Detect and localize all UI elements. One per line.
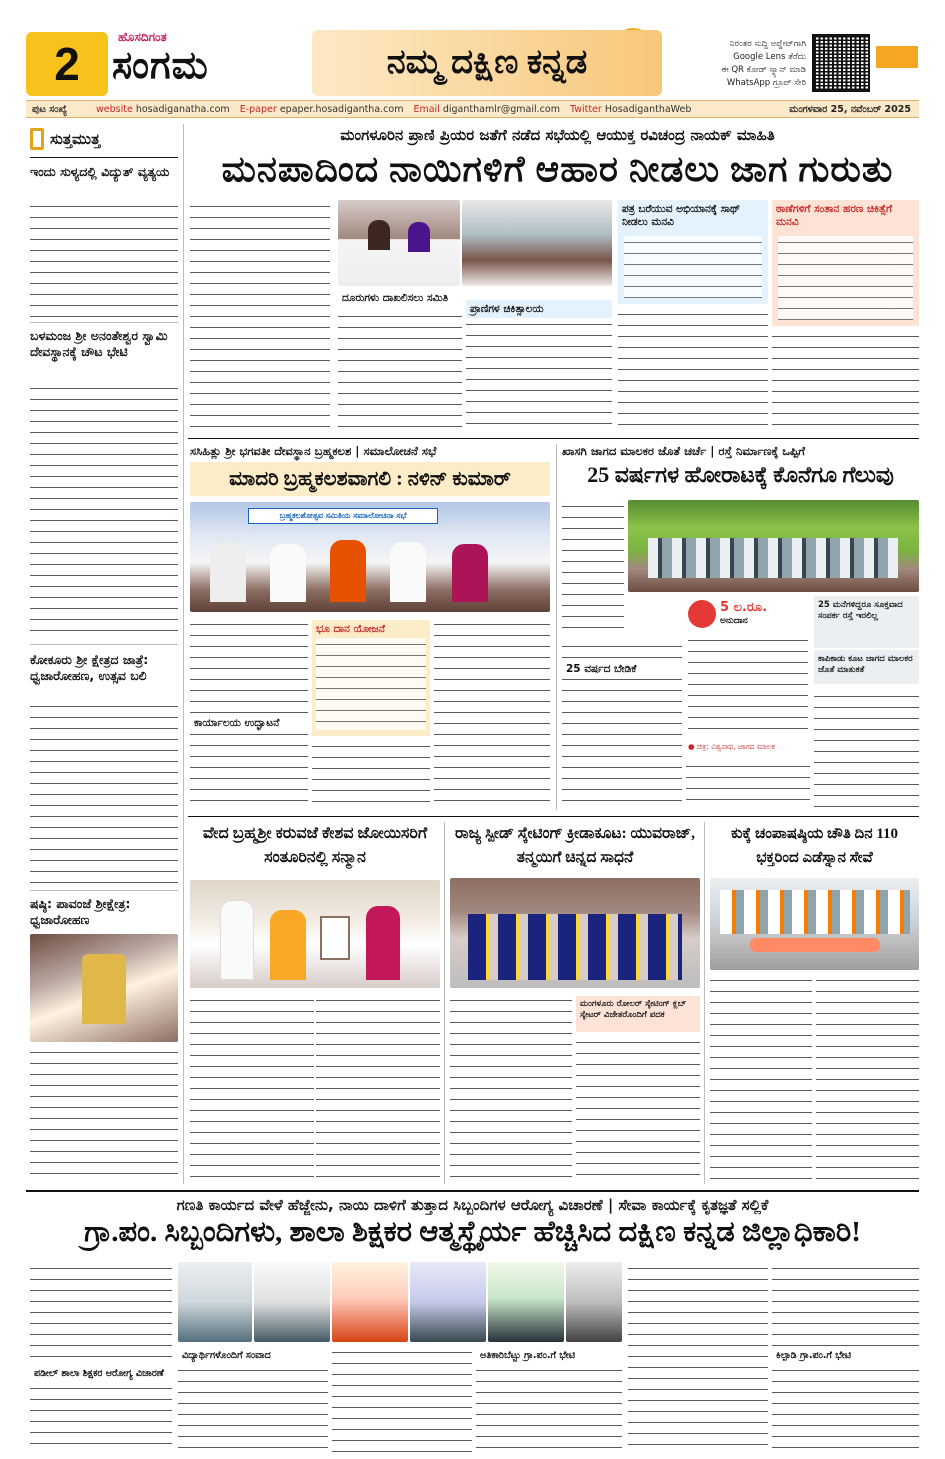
story-body (178, 1364, 328, 1452)
story-body (434, 618, 550, 810)
devotees-photo (710, 878, 919, 970)
collector-photo (254, 1262, 330, 1342)
epaper-label: E-paper (239, 103, 277, 115)
villagers-photo (628, 500, 919, 592)
divider (188, 816, 919, 817)
info-box-head: ಭೂ ದಾನ ಯೋಜನೆ (316, 623, 385, 635)
bottom-story-headline[interactable]: ಗ್ರಾ.ಪಂ. ಸಿಬ್ಬಂದಿಗಳು, ಶಾಲಾ ಶಿಕ್ಷಕರ ಆತ್ಮಸ್ಥೈರ್ಯ ಹೆಚ್ಚಿಸಿದ ದಕ್ಷಿಣ ಕನ್ನಡ ಜಿಲ್ಲಾಧಿಕಾರಿ! (84, 1216, 861, 1248)
meeting-photo (190, 502, 550, 612)
story-body (628, 1262, 768, 1452)
story-body (772, 1364, 919, 1452)
banner-text: ಬ್ರಹ್ಮಕಲಶೋತ್ಸವ ಸಮಿತಿಯ ಸಮಾಲೋಚನಾ ಸಭೆ (248, 508, 438, 524)
story-body (772, 330, 919, 430)
top-story-kicker: ಮಂಗಳೂರಿನ ಪ್ರಾಣಿ ಪ್ರಿಯರ ಜತೆಗೆ ನಡೆದ ಸಭೆಯಲ್ಲಿ ಆಯುಕ್ತ ರವಿಚಂದ್ರ ನಾಯಕ್ ಮಾಹಿತಿ (340, 126, 775, 144)
grant-amount: 5 ಲ.ರೂ. (720, 600, 768, 615)
epaper-value: epaper.hosadigantha.com (279, 103, 404, 115)
story-body (316, 994, 440, 1182)
story-body (312, 740, 430, 810)
story-body (686, 760, 810, 810)
twitter-label: Twitter (569, 103, 602, 115)
divider (26, 1190, 919, 1192)
story-body (190, 994, 314, 1182)
story-headline[interactable]: ಮಾದರಿ ಬ್ರಹ್ಮಕಲಶವಾಗಲಿ : ನಳಿನ್ ಕುಮಾರ್ (190, 462, 550, 496)
grant-box (686, 596, 810, 756)
book-icon (30, 128, 44, 150)
story-body (30, 382, 178, 640)
story-body (710, 974, 812, 1182)
info-box (312, 620, 430, 736)
email-link[interactable] (413, 104, 560, 115)
caption-box (576, 996, 700, 1032)
story-body (466, 318, 612, 430)
divider (30, 644, 178, 645)
page-number: 2 (26, 32, 108, 96)
story-body (30, 1046, 178, 1182)
issue-date: ಮಂಗಳವಾರ 25, ನವೆಂಬರ್ 2025 (789, 103, 911, 115)
skaters-photo (450, 878, 700, 988)
story-body (30, 200, 178, 318)
info-box-head: ಪತ್ರ ಬರೆಯುವ ಅಭಿಯಾನಕ್ಕೆ ಸಾಥ್ ನೀಡಲು ಮನವಿ (622, 203, 741, 228)
info-box (772, 200, 919, 326)
info-box-body (316, 638, 426, 730)
temple-photo (30, 934, 178, 1042)
twitter-value: HosadiganthaWeb (604, 103, 692, 115)
bullet-item: 25 ಮನೆಗಳಿದ್ದರೂ ಸೂಕ್ತವಾದ ಸಂಪರ್ಕ ರಸ್ತೆ ಇರಲಿಲ್ಲ (818, 600, 903, 621)
felicitation-photo (190, 880, 440, 988)
story-headline[interactable]: ಕುಕ್ಕೆ ಚಂಪಾಷಷ್ಠಿಯ ಚೌತಿ ದಿನ 110 ಭಕ್ತರಿಂದ ಎಡೆಸ್ನಾನ ಸೇವೆ (730, 826, 899, 866)
meeting-photo-2 (462, 200, 612, 286)
website-link[interactable] (96, 104, 230, 115)
email-label: Email (413, 103, 440, 115)
masthead (0, 0, 945, 100)
story-body (190, 200, 330, 430)
collector-photo (332, 1262, 408, 1342)
photo-credit: ● ಚಿತ್ರ: ವಿಶ್ವನಾಥ, ಜಾಗದ ಮಾಲಕ (688, 742, 775, 751)
subhead: ಕಿಲ್ಪಾಡಿ ಗ್ರಾ.ಪಂ.ಗೆ ಭೇಟಿ (772, 1346, 919, 1365)
top-story-headline[interactable]: ಮನಪಾದಿಂದ ನಾಯಿಗಳಿಗೆ ಆಹಾರ ನೀಡಲು ಜಾಗ ಗುರುತು (221, 149, 894, 189)
qr-line: ಈ QR ಕೋಡ್ ಸ್ಕ್ಯಾನ್ ಮಾಡಿ (721, 65, 806, 75)
website-label: website (96, 103, 133, 115)
qr-line: WhatsApp ಗ್ರೂಪ್ ಸೇರಿ (726, 78, 806, 88)
grant-body (688, 634, 808, 738)
story-headline[interactable]: ಷಷ್ಠಿ: ಪಾವಂಜೆ ಶ್ರೀಕ್ಷೇತ್ರ: ಧ್ವಜಾರೋಹಣ (30, 896, 131, 927)
story-body (618, 308, 768, 430)
divider (30, 890, 178, 891)
accent-block (876, 46, 918, 68)
website-value: hosadiganatha.com (135, 103, 230, 115)
bullet-box (814, 650, 919, 684)
story-headline[interactable]: ರಾಜ್ಯ ಸ್ಪೀಡ್ ಸ್ಕೇಟಿಂಗ್ ಕ್ರೀಡಾಕೂಟ: ಯುವರಾಜ್, ತನ್ಮಯಿಗೆ ಚಿನ್ನದ ಸಾಧನೆ (454, 825, 696, 866)
story-headline[interactable]: 25 ವರ್ಷಗಳ ಹೋರಾಟಕ್ಕೆ ಕೊನೆಗೂ ಗೆಲುವು (587, 462, 894, 487)
qr-line: Google Lens ತೆರೆದು (733, 52, 806, 62)
story-headline[interactable]: ಇಂದು ಸುಳ್ಯದಲ್ಲಿ ವಿದ್ಯುತ್ ವ್ಯತ್ಯಯ (30, 164, 170, 179)
qr-instructions (694, 38, 806, 90)
collector-photo (410, 1262, 486, 1342)
subhead: ಕಾರ್ಯಾಲಯ ಉದ್ಘಾಟನೆ (190, 714, 308, 733)
section-title-text: ಸುತ್ತಮುತ್ತ (50, 130, 101, 148)
story-headline[interactable]: ವೇದ ಬ್ರಹ್ಮಶ್ರೀ ಕರುವಜೆ ಕೇಶವ ಜೋಯಿಸರಿಗೆ ಸಂತೂರಿನಲ್ಲಿ ಸನ್ಮಾನ (202, 825, 428, 866)
story-body (30, 700, 178, 886)
collector-photo (566, 1262, 622, 1342)
rupee-icon (688, 600, 716, 628)
info-box (618, 200, 768, 304)
subhead: ಪ್ರಾಣಿಗಳ ಚಿಕಿತ್ಸಾಲಯ (466, 300, 612, 319)
subhead: ಪಡೀಲ್ ಶಾಲಾ ಶಿಕ್ಷಕರ ಆರೋಗ್ಯ ವಿಚಾರಣೆ (30, 1364, 172, 1383)
story-body (772, 1262, 919, 1346)
twitter-link[interactable] (570, 104, 691, 115)
subhead: ದೂರುಗಳು ದಾಖಲಿಸಲು ಸಮಿತಿ (338, 289, 462, 308)
info-box-body (778, 236, 913, 320)
story-body (576, 1036, 700, 1182)
edition-title: ನಮ್ಮ ದಕ್ಷಿಣ ಕನ್ನಡ (312, 30, 662, 96)
subhead: ಅತಿಕಾರಿಬೆಟ್ಟು ಗ್ರಾ.ಪಂ.ಗೆ ಭೇಟಿ (476, 1346, 622, 1365)
qr-line: ನಿರಂತರ ಸುದ್ದಿ ಅಪ್ಡೇಟ್‌ಗಾಗಿ (729, 39, 806, 49)
qr-code[interactable] (812, 34, 870, 92)
brand-name: ಸಂಗಮ (112, 45, 209, 87)
collector-photo (488, 1262, 564, 1342)
story-body (338, 288, 462, 430)
info-bar (26, 100, 919, 118)
photo-caption: ಮಂಗಳೂರು ರೋಲರ್ ಸ್ಕೇಟಿಂಗ್ ಕ್ಲಬ್ ಸ್ಕೇಟರ್ ವಿಜೇತರೊಂದಿಗೆ ಪದಕ (580, 999, 687, 1020)
info-box-body (624, 236, 762, 298)
subhead: ವಿದ್ಯಾರ್ಥಿಗಳೊಂದಿಗೆ ಸಂವಾದ (178, 1346, 328, 1365)
column-rule (556, 444, 557, 810)
bullet-box (814, 596, 919, 648)
story-kicker: ಸಸಿಹಿತ್ಲು ಶ್ರೀ ಭಗವತೀ ದೇವಸ್ಥಾನ ಬ್ರಹ್ಮಕಲಶ | ಸಮಾಲೋಚನೆ ಸಭೆ (190, 444, 437, 458)
column-rule (444, 822, 445, 1184)
divider (30, 322, 178, 323)
subhead: 25 ವರ್ಷದ ಬೇಡಿಕೆ (562, 660, 682, 679)
story-body (816, 974, 919, 1182)
story-body (476, 1364, 622, 1452)
story-kicker: ಖಾಸಗಿ ಜಾಗದ ಮಾಲಕರ ಜೊತೆ ಚರ್ಚೆ | ರಸ್ತೆ ನಿರ್ಮಾಣಕ್ಕೆ ಒಪ್ಪಿಗೆ (562, 444, 805, 458)
story-body (814, 690, 919, 810)
grant-label: ಅನುದಾನ (720, 616, 748, 626)
story-body (30, 1262, 172, 1364)
story-body (30, 1382, 172, 1452)
column-rule (183, 124, 184, 1184)
epaper-link[interactable] (240, 104, 404, 115)
info-box-head: ಠಾಣೆಗಳಿಗೆ ಸಂತಾನ ಹರಣ ಚಿಕಿತ್ಸೆಗೆ ಮನವಿ (776, 203, 893, 228)
meeting-photo-1 (338, 200, 460, 286)
section-title (30, 124, 178, 154)
story-body (450, 994, 572, 1182)
brand-name-small: ಹೊಸದಿಗಂತ (118, 30, 167, 44)
bottom-story-kicker: ಗಣತಿ ಕಾರ್ಯದ ವೇಳೆ ಹೆಜ್ಜೇನು, ನಾಯಿ ದಾಳಿಗೆ ತುತ್ತಾದ ಸಿಬ್ಬಂದಿಗಳ ಆರೋಗ್ಯ ವಿಚಾರಣೆ | ಸೇವಾ ಕಾರ್ಯಕ್ಕೆ ಕೃತಜ್ಞತೆ ಸಲ್ಲಿಕೆ (176, 1196, 769, 1214)
email-value: diganthamlr@gmail.com (442, 103, 560, 115)
story-headline[interactable]: ಕೋಕೂರು ಶ್ರೀ ಕ್ಷೇತ್ರದ ಜಾತ್ರೆ: ಧ್ವಜಾರೋಹಣ, ಉತ್ಸವ ಬಲಿ (30, 652, 149, 683)
collector-photo (178, 1262, 252, 1342)
divider (188, 438, 919, 439)
bullet-item: ಕಾಪಿಕಾಡು ಕೂಟ ಜಾಗದ ಮಾಲಕರ ಜೊತೆ ಮಾತುಕತೆ (818, 654, 913, 675)
story-body (562, 500, 624, 638)
divider (30, 157, 178, 158)
column-rule (704, 822, 705, 1184)
story-body (332, 1346, 472, 1452)
page-label: ಪುಟ ಸಂಖ್ಯೆ (32, 103, 68, 115)
story-headline[interactable]: ಬಳಮಂಜ ಶ್ರೀ ಅನಂತೇಶ್ವರ ಸ್ವಾಮಿ ದೇವಸ್ಥಾನಕ್ಕೆ ಚೌಟ ಭೇಟಿ (30, 328, 168, 359)
